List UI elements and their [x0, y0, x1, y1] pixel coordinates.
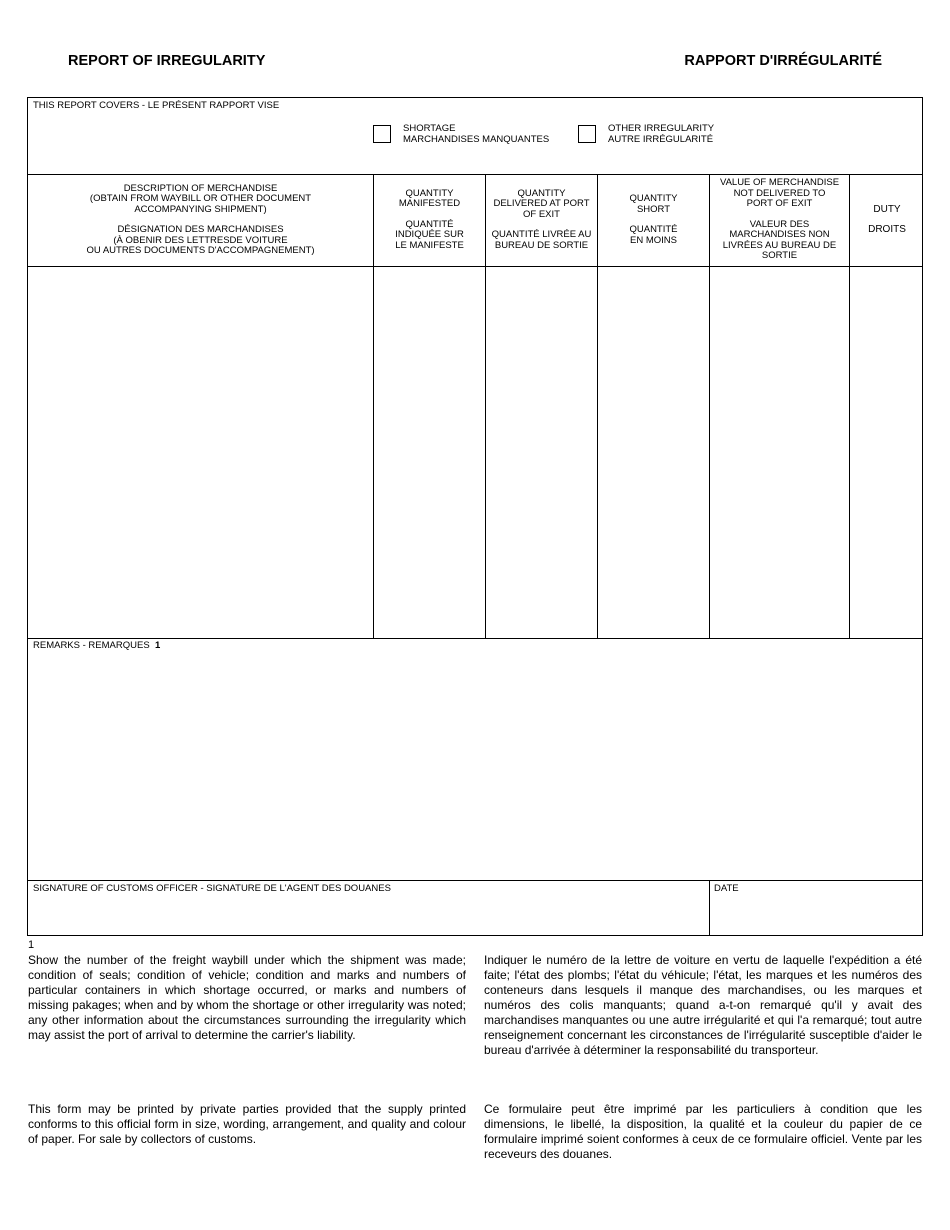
column-header-duty-fr: DROITS	[868, 224, 906, 235]
column-header-quantity-delivered-fr: QUANTITÉ LIVRÉE AU BUREAU DE SORTIE	[491, 229, 592, 251]
column-header-quantity-manifested-fr: QUANTITÉ INDIQUÉE SUR LE MANIFESTE	[395, 218, 464, 251]
column-divider	[709, 266, 710, 638]
shortage-label-fr: MARCHANDISES MANQUANTES	[403, 133, 550, 145]
date-field[interactable]	[710, 881, 922, 935]
footnote-text-en: Show the number of the freight waybill under which the shipment was made; condition of seals; condition of vehicle; condition and marks and numbers of particular containers in which shortage occurred, or marks and numbers of missing pakages; when and by whom the shortage or other irregularity was noted; any other information about the circumstances surrounding the irregularity which may assist the port of arrival to determine the carrier's liability.	[28, 953, 466, 1042]
remarks-section[interactable]	[27, 638, 923, 881]
column-divider	[373, 266, 374, 638]
column-header-quantity-delivered	[486, 174, 598, 266]
column-header-description-fr: DÉSIGNATION DES MARCHANDISES (À OBENIR DES LETTRESDE VOITURE OU AUTRES DOCUMENTS D'ACCOMPAGNEMENT)	[86, 224, 315, 256]
signature-section	[27, 880, 923, 936]
shortage-checkbox[interactable]	[373, 125, 391, 143]
column-header-quantity-short-en: QUANTITY SHORT	[629, 193, 678, 215]
date-label: DATE	[714, 883, 739, 894]
column-header-value-fr: VALEUR DES MARCHANDISES NON LIVRÉES AU BUREAU DE SORTIE	[722, 218, 837, 262]
table-body[interactable]	[27, 266, 923, 639]
printing-notice-en: This form may be printed by private parties provided that the supply printed conforms to this official form in size, wording, arrangement, and quality and colour of paper. For sale by collectors of customs.	[28, 1102, 466, 1146]
column-header-value-en: VALUE OF MERCHANDISE NOT DELIVERED TO PORT OF EXIT	[719, 177, 840, 210]
column-header-duty	[850, 174, 924, 266]
covers-section	[27, 97, 923, 175]
title-en: REPORT OF IRREGULARITY	[68, 53, 266, 69]
column-header-quantity-short	[598, 174, 710, 266]
signature-label: SIGNATURE OF CUSTOMS OFFICER - SIGNATURE DE L'AGENT DES DOUANES	[33, 883, 391, 894]
column-divider	[849, 266, 850, 638]
column-header-quantity-short-fr: QUANTITÉ EN MOINS	[629, 224, 678, 246]
column-divider	[597, 266, 598, 638]
covers-label: THIS REPORT COVERS - LE PRÉSENT RAPPORT VISE	[33, 100, 280, 111]
other-irregularity-checkbox[interactable]	[578, 125, 596, 143]
footnote-marker: 1	[28, 939, 35, 951]
shortage-label	[403, 124, 549, 145]
remarks-footnote-ref: 1	[154, 640, 161, 651]
footnote-text-fr: Indiquer le numéro de la lettre de voiture en vertu de laquelle l'expédition a été faite; l'état des plombs; l'état du véhicule; l'état, les marques et les numéros des conteneurs dans lesquels il manque des marchandises, ou les marques et numéros des colis manquants; quand a-t-on remarqué qu'il y avait des marchandises manquantes ou une autre irrégularité et qui l'a remarqué; tout autre renseignement concernant les circonstances de l'irrégularité susceptible d'aider le bureau d'arrivée à déterminer la responsabilité du transporteur.	[484, 953, 922, 1057]
other-irregularity-label-en: OTHER IRREGULARITY	[608, 123, 715, 134]
signature-field[interactable]	[28, 881, 709, 935]
column-header-quantity-manifested	[374, 174, 486, 266]
column-header-quantity-manifested-en: QUANTITY MANIFESTED	[398, 187, 461, 210]
shortage-label-en: SHORTAGE	[403, 123, 456, 134]
title-fr: RAPPORT D'IRRÉGULARITÉ	[684, 53, 882, 69]
other-irregularity-label-fr: AUTRE IRRÉGULARITÉ	[608, 133, 714, 145]
printing-notice-fr: Ce formulaire peut être imprimé par les particuliers à condition que les dimensions, le libellé, la disposition, la qualité et la couleur du papier de ce formulaire imprimé soient conformes à ceux de ce formulaire officiel. Vente par les receveurs des douanes.	[484, 1102, 922, 1161]
column-header-description-en: DESCRIPTION OF MERCHANDISE (OBTAIN FROM WAYBILL OR OTHER DOCUMENT ACCOMPANYING SHIPMENT)	[89, 182, 312, 215]
other-irregularity-label	[608, 124, 714, 145]
column-header-quantity-delivered-en: QUANTITY DELIVERED AT PORT OF EXIT	[493, 187, 590, 220]
column-header-value	[710, 174, 850, 266]
column-header-duty-en: DUTY	[873, 203, 901, 215]
table-header	[27, 174, 923, 267]
remarks-label: REMARKS - REMARQUES 1	[33, 640, 161, 651]
column-divider	[485, 266, 486, 638]
column-header-description	[28, 174, 374, 266]
